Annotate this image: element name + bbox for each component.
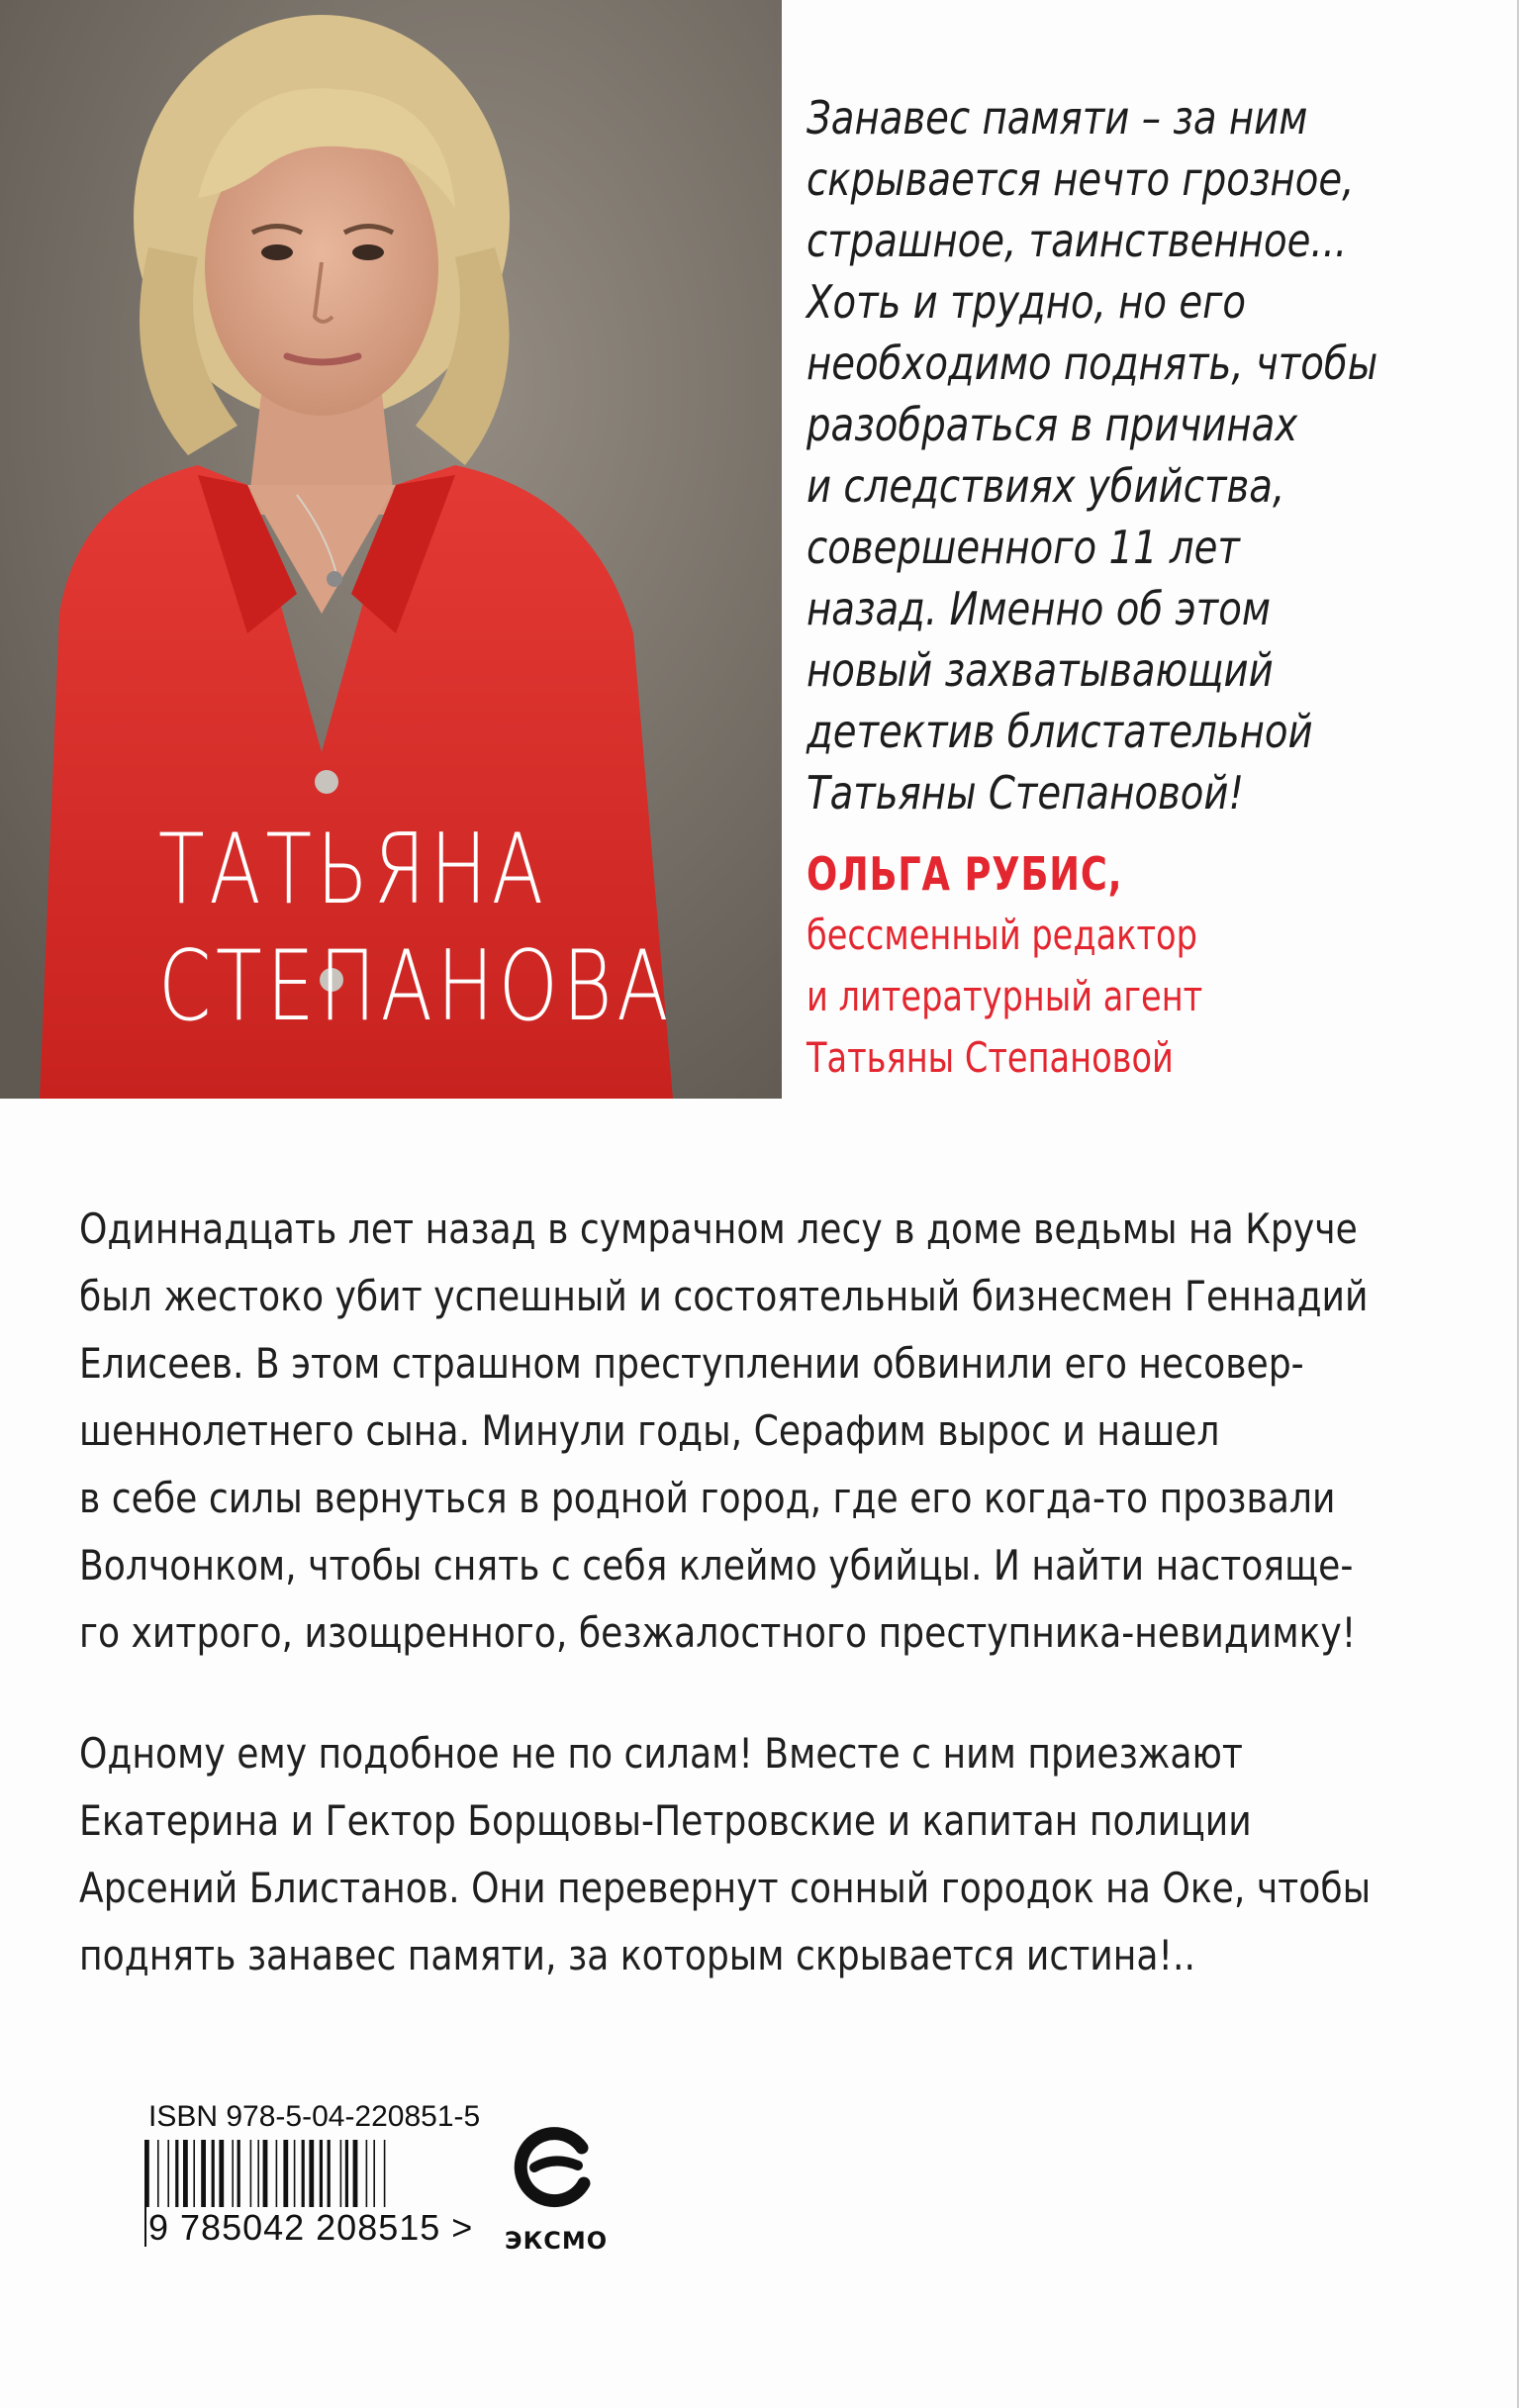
quote-line: назад. Именно об этом	[807, 582, 1271, 635]
publisher-name: ЭКСМО	[505, 2227, 609, 2255]
attribution-line: Татьяны Степановой	[807, 1033, 1174, 1082]
author-name-last: СТЕПАНОВА	[158, 930, 674, 1043]
attribution-name: ОЛЬГА РУБИС,	[807, 847, 1123, 901]
synopsis-line: поднять занавес памяти, за которым скрывается истина!..	[79, 1931, 1195, 1979]
isbn-label: ISBN 978-5-04-220851-5	[148, 2100, 481, 2133]
eksmo-logo-icon	[505, 2118, 604, 2217]
synopsis-line: Екатерина и Гектор Борщовы-Петровские и капитан полиции	[79, 1796, 1252, 1845]
synopsis-line: был жестоко убит успешный и состоятельный бизнесмен Геннадий	[79, 1272, 1369, 1320]
quote-line: и следствиях убийства,	[807, 459, 1285, 513]
blurb-quote	[807, 87, 1499, 823]
quote-line: новый захватывающий	[807, 643, 1274, 697]
synopsis-paragraph-2	[79, 1720, 1484, 1989]
quote-line: детектив блистательной	[807, 705, 1313, 758]
quote-attribution	[807, 843, 1499, 1089]
quote-line: Хоть и трудно, но его	[807, 275, 1247, 329]
attribution-line: бессменный редактор	[807, 911, 1197, 959]
quote-line: разобраться в причинах	[807, 398, 1298, 451]
quote-line: совершенного 11 лет	[807, 521, 1240, 574]
synopsis-line: в себе силы вернуться в родной город, где его когда-то прозвали	[79, 1474, 1336, 1522]
quote-line: Занавес памяти – за ним	[807, 91, 1308, 144]
synopsis-paragraph-1	[79, 1196, 1484, 1667]
quote-line: Татьяны Степановой!	[807, 766, 1244, 819]
synopsis-line: Елисеев. В этом страшном преступлении обвинили его несовер-	[79, 1339, 1304, 1388]
synopsis-line: Арсений Блистанов. Они перевернут сонный городок на Оке, чтобы	[79, 1864, 1372, 1912]
synopsis-line: Одиннадцать лет назад в сумрачном лесу в доме ведьмы на Круче	[79, 1204, 1358, 1253]
quote-line: скрывается нечто грозное,	[807, 152, 1355, 206]
attribution-line: и литературный агент	[807, 972, 1203, 1020]
synopsis-line: Одному ему подобное не по силам! Вместе с ним приезжают	[79, 1729, 1243, 1778]
synopsis-line: шеннолетнего сына. Минули годы, Серафим вырос и нашел	[79, 1406, 1220, 1455]
quote-line: необходимо поднять, чтобы	[807, 337, 1378, 390]
synopsis-line: го хитрого, изощренного, безжалостного преступника-невидимку!	[79, 1608, 1357, 1657]
author-name-first: ТАТЬЯНА	[158, 814, 548, 926]
barcode-number: 9 785042 208515 >	[148, 2207, 474, 2248]
author-photo	[0, 0, 782, 1099]
synopsis-line: Волчонком, чтобы снять с себя клеймо убийцы. И найти настояще-	[79, 1541, 1354, 1589]
quote-line: страшное, таинственное...	[807, 214, 1348, 267]
